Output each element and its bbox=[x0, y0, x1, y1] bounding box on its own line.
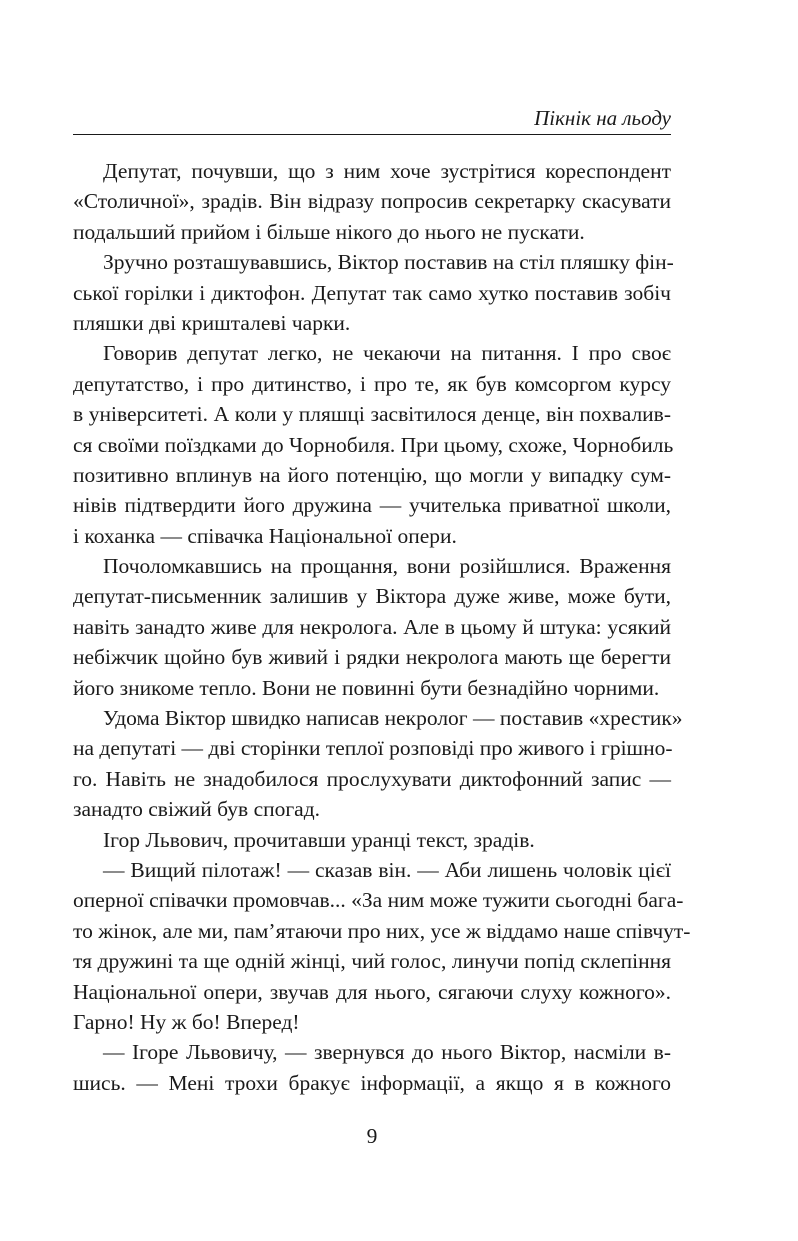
text-line: ської горілки і диктофон. Депутат так само хутко поставив зобіч bbox=[73, 280, 671, 305]
header-rule bbox=[73, 134, 671, 135]
text-line: Національної опери, звучав для нього, сягаючи слуху кожного». bbox=[73, 979, 671, 1004]
text-line: позитивно вплинув на його потенцію, що могли у випадку сум- bbox=[73, 462, 671, 487]
body-text bbox=[73, 156, 691, 1098]
text-line: «Столичної», зрадів. Він відразу попросив секретарку скасувати bbox=[73, 189, 671, 214]
text-line: Ігор Львович, прочитавши уранці текст, зрадів. bbox=[103, 827, 535, 852]
text-line: нівів підтвердити його дружина — учителька приватної школи, bbox=[73, 493, 671, 518]
text-line: — Вищий пілотаж! — сказав він. — Аби лишень чоловік цієї bbox=[103, 857, 671, 882]
text-line: Зручно розташувавшись, Віктор поставив на стіл пляшку фін- bbox=[103, 250, 674, 275]
text-line: навіть занадто живе для некролога. Але в цьому й штука: усякий bbox=[73, 614, 671, 639]
running-head: Пікнік на льоду bbox=[534, 106, 671, 130]
text-line: тя дружині та ще одній жінці, чий голос, линучи попід склепіння bbox=[73, 949, 671, 974]
text-line: Удома Віктор швидко написав некролог — поставив «хрестик» bbox=[103, 706, 683, 731]
text-line: го. Навіть не знадобилося прослухувати диктофонний запис — bbox=[73, 766, 671, 791]
text-line: — Ігоре Львовичу, — звернувся до нього Віктор, насміли в- bbox=[103, 1040, 671, 1065]
text-line: в університеті. А коли у пляшці засвітилося денце, він похвалив- bbox=[73, 402, 671, 427]
text-line: депутат-письменник залишив у Віктора дуже живе, може бути, bbox=[73, 584, 671, 609]
text-line: Говорив депутат легко, не чекаючи на питання. І про своє bbox=[103, 341, 671, 366]
text-line: і коханка — співачка Національної опери. bbox=[73, 523, 457, 548]
text-line: небіжчик щойно був живий і рядки некролога мають ще берегти bbox=[73, 645, 671, 670]
text-line: то жінок, але ми, пам’ятаючи про них, усе ж віддамо наше співчут- bbox=[73, 918, 691, 943]
text-line: оперної співачки промовчав... «За ним може тужити сьогодні бага- bbox=[73, 888, 684, 913]
text-line: Почоломкавшись на прощання, вони розійшлися. Враження bbox=[103, 554, 671, 579]
text-line: ся своїми поїздками до Чорнобиля. При цьому, схоже, Чорнобиль bbox=[73, 432, 674, 457]
text-line: Депутат, почувши, що з ним хоче зустрітися кореспондент bbox=[103, 159, 671, 183]
text-line: подальший прийом і більше нікого до нього не пускати. bbox=[73, 219, 585, 244]
text-line: шись. — Мені трохи бракує інформації, а якщо я в кожного bbox=[73, 1070, 671, 1095]
text-line: його зникоме тепло. Вони не повинні бути безнадійно чорними. bbox=[73, 675, 660, 700]
text-line: Гарно! Ну ж бо! Вперед! bbox=[73, 1009, 300, 1034]
text-line: на депутаті — дві сторінки теплої розповіді про живого і грішно- bbox=[73, 736, 673, 761]
text-line: депутатство, і про дитинство, і про те, як був комсоргом курсу bbox=[73, 371, 671, 396]
page-number: 9 bbox=[366, 1124, 378, 1148]
text-line: пляшки дві кришталеві чарки. bbox=[73, 310, 351, 335]
text-line: занадто свіжий був спогад. bbox=[73, 797, 321, 822]
